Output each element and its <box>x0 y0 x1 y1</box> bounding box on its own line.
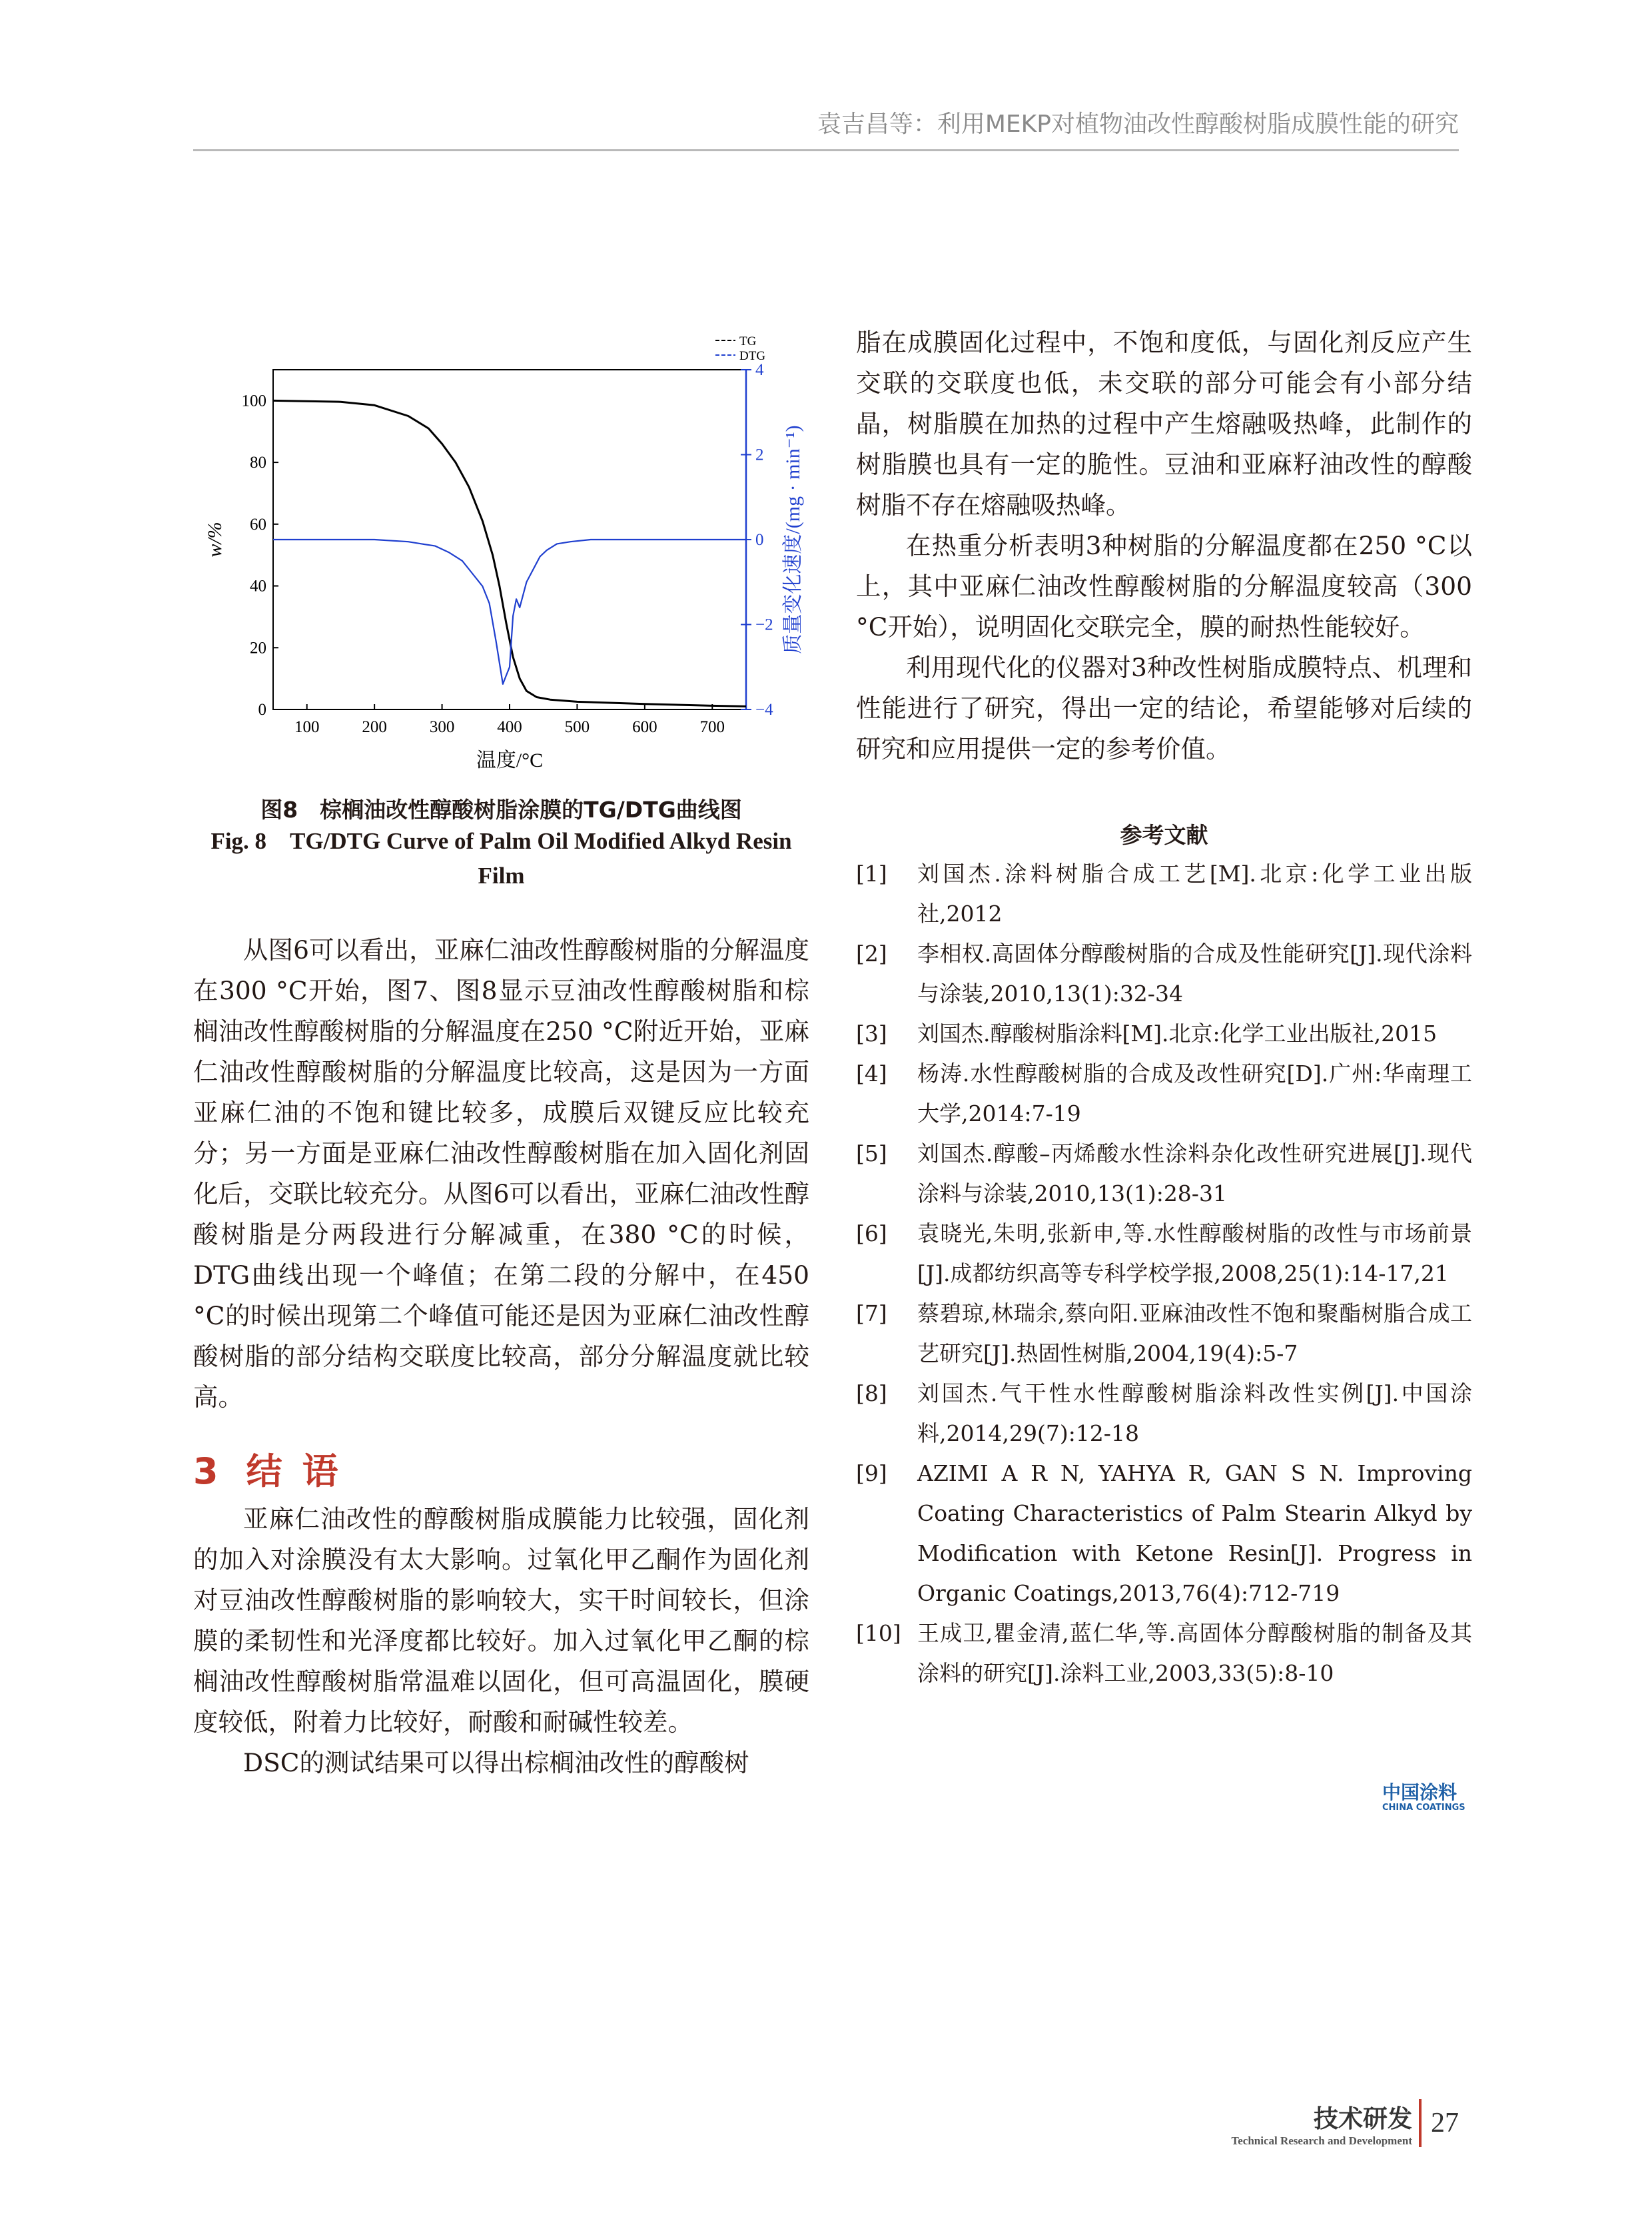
y-left-tick-label: 100 <box>241 392 266 410</box>
figure-caption-en-line1: Fig. 8 TG/DTG Curve of Palm Oil Modified Alkyd Resin <box>210 828 792 854</box>
x-axis-label: 温度/°C <box>476 749 544 771</box>
y-right-tick-label: 2 <box>755 446 764 464</box>
tg-dtg-chart <box>193 316 809 809</box>
y-left-tick-label: 60 <box>250 515 266 534</box>
x-tick-label: 600 <box>632 718 657 736</box>
reference-text: 杨涛.水性醇酸树脂的合成及改性研究[D].广州:华南理工大学,2014:7-19 <box>917 1061 1472 1126</box>
reference-text: 刘国杰.气干性水性醇酸树脂涂料改性实例[J].中国涂料,2014,29(7):12-18 <box>917 1380 1472 1446</box>
y-left-axis-label: w/% <box>204 522 226 558</box>
footer-labels <box>1231 2098 1412 2148</box>
y-left-tick-label: 80 <box>250 454 266 472</box>
reference-index: [8] <box>856 1380 887 1406</box>
reference-index: [4] <box>856 1061 887 1087</box>
page-number: 27 <box>1431 2108 1459 2138</box>
right-column-text <box>856 322 1472 769</box>
reference-item <box>856 1454 1472 1613</box>
section-title: 结语 <box>246 1450 358 1492</box>
reference-item <box>856 1054 1472 1134</box>
body-paragraph: 在热重分析表明3种树脂的分解温度都在250 °C以上，其中亚麻仁油改性醇酸树脂的分解温度较高（300 °C开始），说明固化交联完全，膜的耐热性能较好。 <box>856 531 1472 642</box>
figure-8 <box>193 316 809 809</box>
body-paragraph: 利用现代化的仪器对3种改性树脂成膜特点、机理和性能进行了研究，得出一定的结论，希望能够对后续的研究和应用提供一定的参考价值。 <box>856 653 1472 763</box>
series-line-dtg <box>273 540 746 684</box>
logo-en: CHINA COATINGS <box>1382 1803 1465 1813</box>
y-right-tick-label: −2 <box>755 616 773 634</box>
y-left-tick-label: 20 <box>250 639 266 658</box>
reference-index: [9] <box>856 1460 887 1486</box>
page-footer <box>1231 2098 1459 2148</box>
figure-caption-en <box>193 824 809 893</box>
reference-index: [2] <box>856 941 887 967</box>
left-column-text <box>193 930 809 1418</box>
figure-caption-en-line2: Film <box>478 863 525 889</box>
running-header <box>193 100 1459 151</box>
x-tick-label: 400 <box>497 718 522 736</box>
figure-caption-cn: 图8 棕榈油改性醇酸树脂涂膜的TG/DTG曲线图 <box>260 797 742 823</box>
reference-item <box>856 1294 1472 1374</box>
footer-divider <box>1419 2099 1422 2147</box>
reference-text: 蔡碧琼,林瑞余,蔡向阳.亚麻油改性不饱和聚酯树脂合成工艺研究[J].热固性树脂,2004,19(4):5-7 <box>917 1300 1472 1366</box>
reference-index: [6] <box>856 1220 887 1246</box>
section-number: 3 <box>193 1450 218 1492</box>
china-coatings-logo <box>1382 1783 1489 1813</box>
reference-item <box>856 1374 1472 1454</box>
reference-text: AZIMI A R N, YAHYA R, GAN S N. Improving Coating Characteristics of Palm Stearin Alkyd by Modification with Ketone Resin[J]. Progress in Organic Coatings,2013,76(4):712-719 <box>917 1460 1472 1606</box>
footer-section-en: Technical Research and Development <box>1231 2134 1412 2147</box>
reference-text: 王成卫,瞿金清,蓝仁华,等.高固体分醇酸树脂的制备及其涂料的研究[J].涂料工业,2003,33(5):8-10 <box>917 1620 1472 1686</box>
reference-index: [10] <box>856 1620 901 1646</box>
reference-index: [1] <box>856 861 887 887</box>
reference-item <box>856 854 1472 934</box>
x-tick-label: 500 <box>564 718 590 736</box>
body-paragraph: DSC的测试结果可以得出棕榈油改性的醇酸树 <box>243 1748 749 1777</box>
reference-item <box>856 934 1472 1014</box>
reference-index: [3] <box>856 1021 887 1047</box>
reference-item <box>856 1014 1472 1054</box>
y-right-tick-label: 0 <box>755 531 764 549</box>
body-paragraph: 从图6可以看出，亚麻仁油改性醇酸树脂的分解温度在300 °C开始，图7、图8显示豆油改性醇酸树脂和棕榈油改性醇酸树脂的分解温度在250 °C附近开始，亚麻仁油改性醇酸树脂的分解温度比较高，这是因为一方面亚麻仁油的不饱和键比较多，成膜后双键反应比较充分；另一方面是亚麻仁油改性醇酸树脂在加入固化剂固化后，交联比较充分。从图6可以看出，亚麻仁油改性醇酸树脂是分两段进行分解减重，在380 °C的时候，DTG曲线出现一个峰值；在第二段的分解中，在450 °C的时候出现第二个峰值可能还是因为亚麻仁油改性醇酸树脂的部分结构交联度比较高，部分分解温度就比较高。 <box>193 935 809 1412</box>
y-right-tick-label: −4 <box>755 701 773 719</box>
legend-label-dtg: DTG <box>739 349 766 363</box>
x-tick-label: 300 <box>429 718 455 736</box>
legend-label-tg: TG <box>739 334 757 348</box>
left-column-conclusion <box>193 1499 809 1783</box>
y-right-axis-label: 质量变化速度/(mg · min⁻¹) <box>782 425 804 654</box>
reference-index: [5] <box>856 1140 887 1166</box>
y-right-tick-label: 4 <box>755 361 764 379</box>
footer-section-cn: 技术研发 <box>1314 2104 1412 2133</box>
x-tick-label: 100 <box>294 718 320 736</box>
reference-index: [7] <box>856 1300 887 1326</box>
x-tick-label: 700 <box>699 718 725 736</box>
x-tick-label: 200 <box>362 718 387 736</box>
reference-text: 刘国杰.醇酸–丙烯酸水性涂料杂化改性研究进展[J].现代涂料与涂装,2010,13(1):28-31 <box>917 1140 1472 1206</box>
body-paragraph: 脂在成膜固化过程中，不饱和度低，与固化剂反应产生交联的交联度也低，未交联的部分可能会有小部分结晶，树脂膜在加热的过程中产生熔融吸热峰，此制作的树脂膜也具有一定的脆性。豆油和亚麻籽油改性的醇酸树脂不存在熔融吸热峰。 <box>856 328 1472 520</box>
y-left-tick-label: 0 <box>258 701 266 719</box>
reference-text: 袁晓光,朱明,张新申,等.水性醇酸树脂的改性与市场前景[J].成都纺织高等专科学校学报,2008,25(1):14-17,21 <box>917 1220 1472 1286</box>
y-left-tick-label: 40 <box>250 577 266 596</box>
reference-list <box>856 854 1472 1693</box>
references-title: 参考文献 <box>1120 822 1208 848</box>
body-paragraph: 亚麻仁油改性的醇酸树脂成膜能力比较强，固化剂的加入对涂膜没有太大影响。过氧化甲乙酮作为固化剂对豆油改性醇酸树脂的影响较大，实干时间较长，但涂膜的柔韧性和光泽度都比较好。加入过氧化甲乙酮的棕榈油改性醇酸树脂常温难以固化，但可高温固化，膜硬度较低，附着力比较好，耐酸和耐碱性较差。 <box>193 1504 809 1737</box>
reference-text: 刘国杰.涂料树脂合成工艺[M].北京:化学工业出版社,2012 <box>917 861 1472 927</box>
reference-item <box>856 1214 1472 1294</box>
reference-text: 李相权.高固体分醇酸树脂的合成及性能研究[J].现代涂料与涂装,2010,13(1):32-34 <box>917 941 1472 1007</box>
running-title: 袁吉昌等：利用MEKP对植物油改性醇酸树脂成膜性能的研究 <box>817 111 1459 138</box>
logo-cn: 中国涂料 <box>1382 1781 1457 1803</box>
reference-item <box>856 1134 1472 1214</box>
reference-text: 刘国杰.醇酸树脂涂料[M].北京:化学工业出版社,2015 <box>917 1021 1438 1047</box>
section-heading <box>193 1443 358 1494</box>
reference-item <box>856 1613 1472 1693</box>
